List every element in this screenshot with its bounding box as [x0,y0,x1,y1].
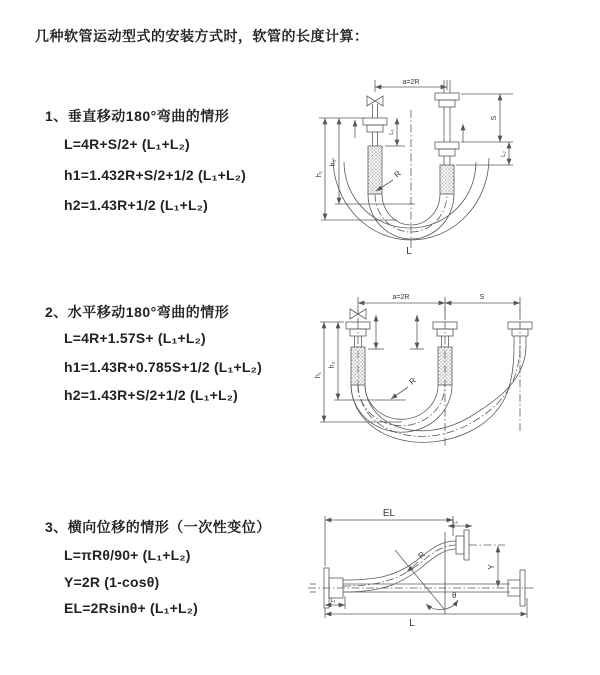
hose-drawing-2 [320,297,532,447]
diagram-vertical-180-bend [313,68,583,258]
section-1-heading: 1、垂直移动180°弯曲的情形 [45,108,230,124]
dim-label-h1: h₁ [315,371,322,379]
dim-label-a2r: a=2R [392,294,410,301]
section-2-formula-h1: h1=1.43R+0.785S+1/2 (L₁+L₂) [64,359,262,375]
section-3-heading: 3、横向位移的情形（一次性变位） [45,519,271,535]
dim-label-r: R [407,375,418,387]
section-2-formula-h2: h2=1.43R+S/2+1/2 (L₁+L₂) [64,387,239,403]
section-1-formula-h1: h1=1.432R+S/2+1/2 (L₁+L₂) [64,167,246,183]
dim-label-l2: L₂ [452,519,458,525]
diagram-horizontal-180-bend [310,287,600,457]
dim-label-length: L [409,618,415,629]
dim-label-l2: L₂ [501,151,507,157]
page-title: 几种软管运动型式的安装方式时，软管的长度计算： [35,28,369,44]
section-3-formula-L: L=πRθ/90+ (L₁+L₂) [64,547,191,563]
dim-label-h2: h₂ [330,159,337,167]
hose-drawing-3 [308,516,536,618]
dim-label-y: Y [487,564,496,570]
section-1-formula-h2: h2=1.43R+1/2 (L₁+L₂) [64,197,209,213]
dim-label-theta: θ [452,591,457,600]
hose-drawing-1 [319,80,513,248]
dim-label-length: L [406,246,412,257]
dim-label-s: S [491,115,498,121]
dim-label-s: S [479,294,485,301]
diagram-lateral-displacement [300,502,600,647]
dim-label-r: R [416,549,427,561]
dim-label-l1: L₁ [330,598,336,604]
section-2-heading: 2、水平移动180°弯曲的情形 [45,304,230,320]
section-1-formula-L: L=4R+S/2+ (L₁+L₂) [64,136,190,152]
section-2-formula-L: L=4R+1.57S+ (L₁+L₂) [64,330,206,346]
dim-label-l1: L₁ [389,129,395,135]
dim-label-el: EL [382,508,396,519]
dim-label-h1: h₁ [316,170,323,178]
section-3-formula-EL: EL=2Rsinθ+ (L₁+L₂) [64,600,199,616]
dim-label-h2: h₂ [329,361,336,369]
section-3-formula-Y: Y=2R (1-cosθ) [64,574,160,590]
valve-icon [367,96,383,106]
dim-label-r: R [392,168,403,180]
dim-label-a2r: a=2R [402,79,420,86]
